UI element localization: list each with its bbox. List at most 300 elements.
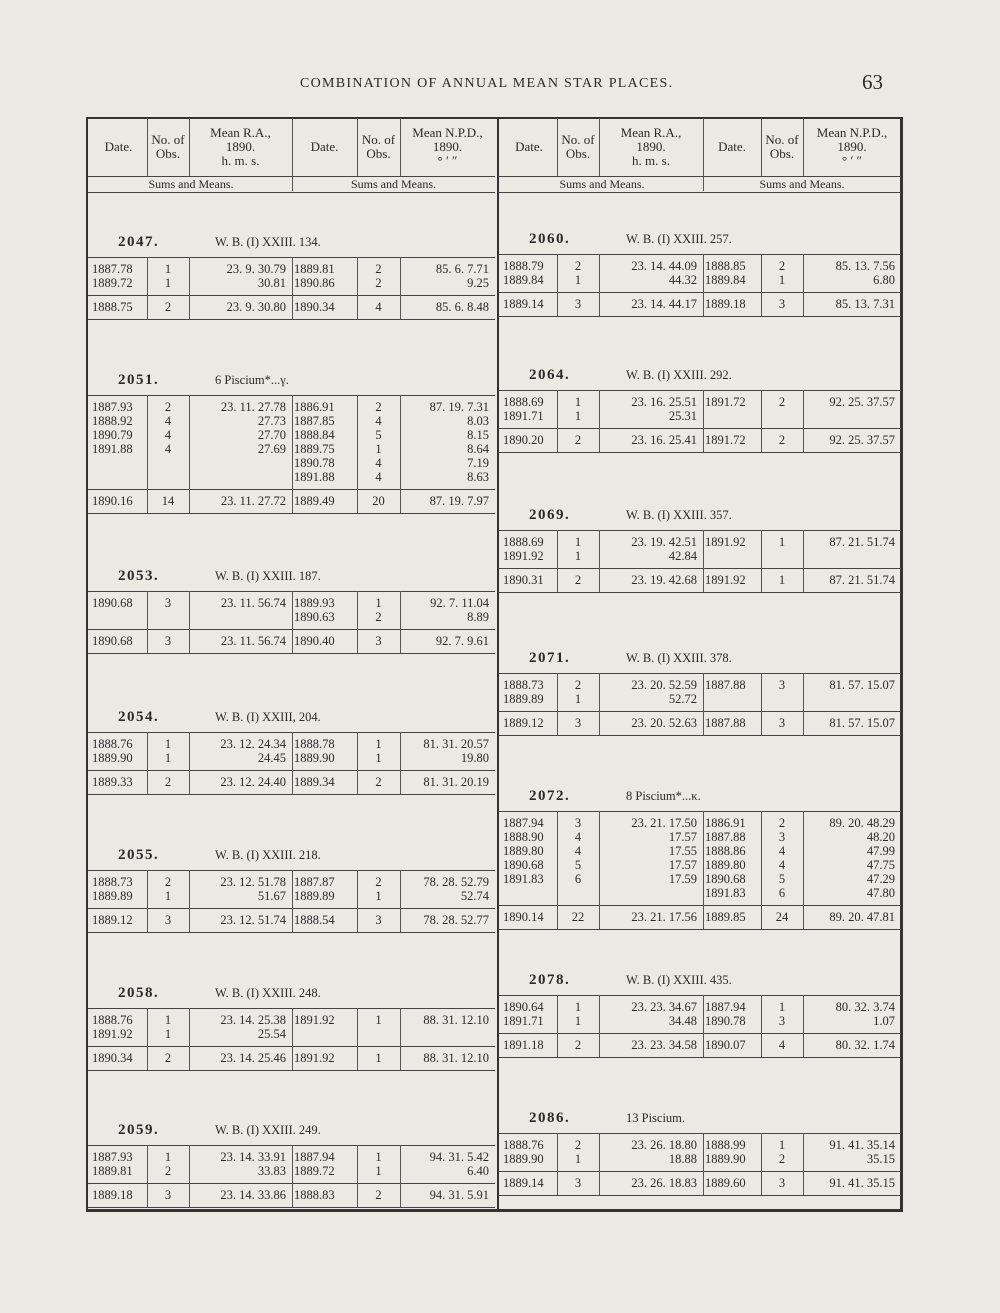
npd-row-obs: 4	[375, 414, 382, 428]
ra-mean-value: 23. 21. 17.56	[631, 910, 697, 924]
ra-mean-obs: 3	[164, 634, 172, 648]
right-mean-ra-header	[599, 118, 703, 176]
ra-mean-date: 1890.68	[92, 634, 133, 648]
npd-mean-value: 87. 21. 51.74	[829, 573, 895, 587]
npd-mean-date: 1888.54	[294, 913, 335, 927]
column-separator	[292, 257, 293, 319]
ra-row-obs: 1	[574, 549, 582, 563]
ra-row-date: 1889.72	[92, 276, 133, 290]
npd-row-obs: 4	[778, 858, 786, 872]
header-text: No. of	[361, 132, 396, 147]
column-separator	[703, 390, 704, 452]
header-separator	[147, 118, 148, 176]
header-separator	[599, 118, 600, 176]
ra-mean-value: 23. 9. 30.80	[226, 300, 286, 314]
header-text: 1890.	[636, 139, 666, 154]
header-text: ° ′ ″	[437, 153, 458, 168]
ra-row-date: 1887.94	[503, 816, 544, 830]
sums-separator	[703, 177, 704, 191]
entry-bottom-rule	[499, 1195, 901, 1196]
npd-row-date: 1886.91	[705, 816, 746, 830]
ra-mean-obs: 2	[574, 1038, 582, 1052]
sums-separator	[292, 177, 293, 191]
npd-row-obs: 3	[778, 678, 786, 692]
npd-mean-value: 92. 25. 37.57	[829, 433, 895, 447]
entry-top-rule	[499, 995, 901, 996]
ra-mean-date: 1888.75	[92, 300, 133, 314]
header-text: Mean N.P.D.,	[412, 125, 483, 140]
star-number: 2072.	[529, 788, 571, 804]
ra-mean-obs: 3	[574, 716, 582, 730]
npd-row-obs: 5	[375, 428, 382, 442]
ra-row-obs: 1	[164, 276, 172, 290]
ra-mean-date: 1890.31	[503, 573, 544, 587]
npd-row-date: 1889.90	[294, 751, 335, 765]
ra-row-value: 23. 16. 25.51	[631, 395, 697, 409]
npd-row-value: 6.80	[873, 273, 895, 287]
ra-row-date: 1891.71	[503, 409, 544, 423]
npd-row-date: 1886.91	[294, 400, 335, 414]
star-number: 2064.	[529, 367, 571, 383]
npd-mean-obs: 1	[778, 573, 786, 587]
ra-mean-value: 23. 23. 34.58	[631, 1038, 697, 1052]
npd-row-obs: 2	[778, 259, 786, 273]
ra-row-obs: 1	[164, 889, 172, 903]
npd-mean-date: 1891.92	[705, 573, 746, 587]
right-obs-header	[761, 118, 803, 176]
header-text: Obs.	[366, 146, 391, 161]
entry-bottom-rule	[88, 1207, 495, 1208]
ra-row-value: 23. 12. 24.34	[220, 737, 286, 751]
ra-row-date: 1890.68	[92, 596, 133, 610]
npd-mean-obs: 3	[375, 913, 382, 927]
npd-mean-obs: 1	[375, 1051, 382, 1065]
header-text: 1890.	[432, 139, 463, 154]
ra-mean-obs: 2	[164, 1051, 172, 1065]
npd-mean-value: 94. 31. 5.91	[429, 1188, 489, 1202]
npd-row-date: 1891.72	[705, 395, 746, 409]
ra-mean-obs: 3	[164, 913, 172, 927]
npd-row-obs: 4	[778, 844, 786, 858]
ra-row-value: 30.81	[257, 276, 286, 290]
npd-mean-obs: 3	[778, 1176, 786, 1190]
npd-row-date: 1891.88	[294, 470, 335, 484]
star-heading	[118, 566, 321, 586]
left-mean-npd-header	[400, 118, 495, 176]
column-separator	[703, 995, 704, 1057]
star-catalogue-ref: W. B. (I) XXIII. 257.	[626, 232, 732, 246]
ra-row-obs: 1	[574, 273, 582, 287]
npd-row-value: 8.89	[467, 610, 489, 624]
star-number: 2060.	[529, 231, 571, 247]
npd-row-date: 1889.81	[294, 262, 335, 276]
ra-mean-obs: 3	[574, 297, 582, 311]
star-catalogue-ref: W. B. (I) XXIII. 378.	[626, 651, 732, 665]
running-title: COMBINATION OF ANNUAL MEAN STAR PLACES.	[300, 76, 674, 91]
header-text: No. of	[561, 132, 595, 147]
npd-mean-date: 1888.83	[294, 1188, 335, 1202]
ra-row-date: 1887.78	[92, 262, 133, 276]
npd-row-value: 8.64	[467, 442, 489, 456]
header-separator	[703, 118, 704, 176]
right-date-header	[703, 118, 761, 176]
star-catalogue-ref: W. B. (I) XXIII. 248.	[215, 986, 321, 1000]
npd-row-date: 1890.78	[705, 1014, 746, 1028]
entry-top-rule	[499, 1133, 901, 1134]
npd-row-obs: 2	[375, 400, 382, 414]
header-text: 1890.	[837, 139, 867, 154]
star-catalogue-ref: W. B. (I) XXIII. 435.	[626, 973, 732, 987]
star-heading	[118, 370, 289, 390]
npd-row-obs: 1	[375, 889, 382, 903]
ra-row-date: 1887.93	[92, 1150, 133, 1164]
star-number: 2078.	[529, 972, 571, 988]
npd-row-obs: 2	[778, 395, 786, 409]
npd-row-value: 81. 57. 15.07	[829, 678, 895, 692]
left-date-header	[292, 118, 357, 176]
npd-row-value: 92. 7. 11.04	[430, 596, 489, 610]
ra-mean-date: 1891.18	[503, 1038, 544, 1052]
ra-row-date: 1888.92	[92, 414, 133, 428]
npd-row-obs: 1	[778, 1000, 786, 1014]
star-number: 2086.	[529, 1110, 571, 1126]
ra-row-date: 1889.81	[92, 1164, 133, 1178]
ra-mean-value: 23. 14. 33.86	[220, 1188, 286, 1202]
npd-row-date: 1887.94	[705, 1000, 746, 1014]
entry-bottom-rule	[499, 592, 901, 593]
npd-row-date: 1888.85	[705, 259, 746, 273]
ra-row-obs: 2	[164, 400, 172, 414]
npd-row-obs: 1	[778, 1138, 786, 1152]
star-catalogue-ref: 6 Piscium*...γ.	[215, 373, 289, 387]
npd-row-date: 1888.99	[705, 1138, 746, 1152]
npd-row-obs: 2	[778, 1152, 786, 1166]
npd-mean-value: 85. 13. 7.31	[835, 297, 895, 311]
npd-row-obs: 2	[778, 816, 786, 830]
npd-row-value: 47.75	[866, 858, 895, 872]
sum-rule	[499, 711, 901, 712]
entry-top-rule	[499, 811, 901, 812]
ra-row-value: 25.31	[668, 409, 697, 423]
npd-row-date: 1888.86	[705, 844, 746, 858]
npd-row-obs: 1	[375, 1150, 382, 1164]
ra-mean-date: 1890.14	[503, 910, 544, 924]
npd-mean-value: 81. 57. 15.07	[829, 716, 895, 730]
entry-bottom-rule	[88, 1070, 495, 1071]
npd-row-date: 1889.90	[705, 1152, 746, 1166]
ra-mean-obs: 2	[164, 775, 172, 789]
npd-mean-value: 87. 19. 7.97	[429, 494, 489, 508]
star-heading	[118, 707, 321, 727]
left-sums-ra: Sums and Means.	[148, 177, 234, 191]
ra-mean-date: 1889.14	[503, 1176, 544, 1190]
ra-row-obs: 2	[574, 259, 582, 273]
ra-row-obs: 4	[574, 830, 582, 844]
column-separator	[703, 254, 704, 316]
npd-row-obs: 1	[375, 737, 382, 751]
ra-row-obs: 1	[574, 1000, 582, 1014]
ra-row-obs: 1	[164, 737, 172, 751]
column-separator	[292, 870, 293, 932]
ra-row-date: 1889.84	[503, 273, 544, 287]
npd-row-obs: 1	[375, 1164, 382, 1178]
ra-row-value: 23. 19. 42.51	[631, 535, 697, 549]
entry-bottom-rule	[499, 452, 901, 453]
npd-row-obs: 1	[778, 535, 786, 549]
header-text: Obs.	[769, 146, 795, 161]
ra-row-obs: 4	[164, 414, 172, 428]
ra-mean-value: 23. 19. 42.68	[631, 573, 697, 587]
left-mean-ra-header	[189, 118, 292, 176]
star-heading	[529, 648, 732, 668]
header-separator	[189, 118, 190, 176]
ra-row-date: 1889.90	[92, 751, 133, 765]
npd-mean-obs: 24	[775, 910, 789, 924]
column-separator	[703, 530, 704, 592]
ra-mean-value: 23. 12. 51.74	[220, 913, 286, 927]
ra-row-obs: 4	[574, 844, 582, 858]
sums-rule	[499, 192, 901, 193]
npd-row-date: 1890.78	[294, 456, 335, 470]
ra-mean-date: 1889.14	[503, 297, 544, 311]
sum-rule	[499, 1171, 901, 1172]
npd-mean-value: 92. 7. 9.61	[435, 634, 489, 648]
npd-row-value: 6.40	[467, 1164, 489, 1178]
star-catalogue-ref: W. B. (I) XXIII. 187.	[215, 569, 321, 583]
npd-row-date: 1891.92	[294, 1013, 335, 1027]
npd-row-date: 1888.84	[294, 428, 335, 442]
entry-bottom-rule	[88, 653, 495, 654]
npd-mean-date: 1889.18	[705, 297, 746, 311]
header-text: No. of	[151, 132, 185, 147]
header-separator	[357, 118, 358, 176]
npd-row-value: 78. 28. 52.79	[423, 875, 489, 889]
star-heading	[529, 505, 732, 525]
star-heading	[118, 845, 321, 865]
npd-mean-date: 1891.72	[705, 433, 746, 447]
ra-mean-date: 1889.12	[503, 716, 544, 730]
npd-row-value: 47.29	[866, 872, 895, 886]
header-text: Obs.	[155, 146, 181, 161]
ra-row-value: 44.32	[668, 273, 697, 287]
ra-row-date: 1890.68	[503, 858, 544, 872]
ra-row-value: 23. 14. 25.38	[220, 1013, 286, 1027]
left-date-header	[90, 118, 147, 176]
npd-row-date: 1887.94	[294, 1150, 335, 1164]
ra-row-value: 52.72	[668, 692, 697, 706]
header-text: Date.	[104, 139, 133, 154]
ra-row-date: 1890.79	[92, 428, 133, 442]
ra-row-date: 1888.69	[503, 535, 544, 549]
right-sums-npd: Sums and Means.	[759, 177, 845, 191]
npd-row-value: 91. 41. 35.14	[829, 1138, 895, 1152]
ra-mean-value: 23. 26. 18.83	[631, 1176, 697, 1190]
entry-bottom-rule	[499, 735, 901, 736]
left-sums-npd: Sums and Means.	[351, 177, 436, 191]
npd-row-date: 1887.85	[294, 414, 335, 428]
npd-row-date: 1889.72	[294, 1164, 335, 1178]
npd-row-obs: 2	[375, 262, 382, 276]
header-text: h. m. s.	[632, 153, 670, 168]
sum-rule	[499, 568, 901, 569]
npd-mean-obs: 4	[778, 1038, 786, 1052]
npd-row-date: 1887.88	[705, 678, 746, 692]
star-catalogue-ref: W. B. (I) XXIII. 134.	[215, 235, 321, 249]
npd-row-value: 85. 6. 7.71	[435, 262, 489, 276]
star-heading	[118, 983, 321, 1003]
header-text: Mean N.P.D.,	[816, 125, 888, 140]
sum-rule	[499, 292, 901, 293]
npd-mean-obs: 2	[778, 433, 786, 447]
ra-row-obs: 2	[164, 875, 172, 889]
header-text: Date.	[718, 139, 746, 154]
star-catalogue-ref: W. B. (I) XXIII. 249.	[215, 1123, 321, 1137]
ra-row-date: 1888.90	[503, 830, 544, 844]
ra-row-obs: 1	[574, 1152, 582, 1166]
ra-mean-date: 1889.33	[92, 775, 133, 789]
ra-row-value: 42.84	[668, 549, 697, 563]
ra-mean-value: 23. 20. 52.63	[631, 716, 697, 730]
ra-row-obs: 1	[164, 1013, 172, 1027]
ra-row-obs: 3	[574, 816, 582, 830]
npd-row-date: 1890.63	[294, 610, 335, 624]
star-number: 2051.	[118, 372, 160, 388]
header-text: h. m. s.	[221, 153, 260, 168]
ra-row-obs: 1	[574, 535, 582, 549]
ra-mean-value: 23. 16. 25.41	[631, 433, 697, 447]
npd-row-obs: 3	[778, 830, 786, 844]
npd-mean-value: 80. 32. 1.74	[835, 1038, 895, 1052]
npd-row-obs: 1	[375, 596, 382, 610]
npd-row-obs: 2	[375, 276, 382, 290]
npd-mean-date: 1889.34	[294, 775, 335, 789]
ra-mean-value: 23. 12. 24.40	[220, 775, 286, 789]
column-separator	[292, 395, 293, 513]
sums-rule	[88, 192, 495, 193]
ra-row-obs: 2	[164, 1164, 172, 1178]
npd-mean-obs: 3	[778, 716, 786, 730]
npd-row-obs: 1	[778, 273, 786, 287]
ra-mean-value: 23. 11. 27.72	[220, 494, 286, 508]
header-text: Date.	[515, 139, 543, 154]
column-separator	[292, 591, 293, 653]
header-text: Obs.	[565, 146, 591, 161]
ra-row-value: 51.67	[257, 889, 286, 903]
header-separator	[761, 118, 762, 176]
ra-row-value: 18.88	[668, 1152, 697, 1166]
npd-mean-obs: 3	[375, 634, 382, 648]
ra-row-value: 23. 26. 18.80	[631, 1138, 697, 1152]
column-separator	[292, 732, 293, 794]
ra-row-value: 34.48	[668, 1014, 697, 1028]
entry-bottom-rule	[88, 932, 495, 933]
ra-row-obs: 1	[164, 1027, 172, 1041]
npd-mean-value: 91. 41. 35.15	[829, 1176, 895, 1190]
column-separator	[292, 1008, 293, 1070]
header-text: ° ′ ″	[842, 153, 862, 168]
ra-row-value: 17.55	[668, 844, 697, 858]
ra-row-date: 1891.92	[503, 549, 544, 563]
ra-row-value: 23. 14. 33.91	[220, 1150, 286, 1164]
star-number: 2059.	[118, 1122, 160, 1138]
ra-mean-obs: 2	[574, 433, 582, 447]
sum-rule	[499, 905, 901, 906]
star-catalogue-ref: W. B. (I) XXIII. 292.	[626, 368, 732, 382]
star-catalogue-ref: W. B. (I) XXIII. 218.	[215, 848, 321, 862]
entry-bottom-rule	[499, 929, 901, 930]
column-separator	[703, 673, 704, 735]
ra-row-obs: 2	[574, 678, 582, 692]
npd-row-value: 8.63	[467, 470, 489, 484]
npd-row-date: 1891.83	[705, 886, 746, 900]
star-heading	[529, 365, 732, 385]
ra-row-obs: 5	[574, 858, 582, 872]
npd-mean-date: 1887.88	[705, 716, 746, 730]
ra-row-obs: 2	[574, 1138, 582, 1152]
ra-row-value: 17.59	[668, 872, 697, 886]
left-obs-header	[147, 118, 189, 176]
ra-row-date: 1889.80	[503, 844, 544, 858]
npd-mean-date: 1890.07	[705, 1038, 746, 1052]
ra-row-value: 23. 23. 34.67	[631, 1000, 697, 1014]
npd-row-value: 85. 13. 7.56	[835, 259, 895, 273]
npd-row-value: 88. 31. 12.10	[423, 1013, 489, 1027]
star-catalogue-ref: W. B. (I) XXIII. 357.	[626, 508, 732, 522]
star-catalogue-ref: 8 Piscium*...κ.	[626, 789, 701, 803]
npd-row-value: 48.20	[866, 830, 895, 844]
ra-mean-date: 1890.16	[92, 494, 133, 508]
header-separator	[400, 118, 401, 176]
ra-row-value: 27.73	[257, 414, 286, 428]
star-number: 2069.	[529, 507, 571, 523]
npd-row-date: 1888.78	[294, 737, 335, 751]
entry-top-rule	[499, 530, 901, 531]
ra-row-date: 1888.69	[503, 395, 544, 409]
sum-rule	[499, 1033, 901, 1034]
right-date-header	[501, 118, 557, 176]
ra-row-obs: 1	[574, 395, 582, 409]
npd-row-value: 87. 21. 51.74	[829, 535, 895, 549]
npd-row-value: 92. 25. 37.57	[829, 395, 895, 409]
npd-row-value: 47.99	[866, 844, 895, 858]
table-center-divider	[497, 117, 499, 1212]
npd-row-date: 1889.75	[294, 442, 335, 456]
star-number: 2047.	[118, 234, 160, 250]
column-separator	[703, 811, 704, 929]
ra-mean-date: 1889.12	[92, 913, 133, 927]
ra-row-date: 1891.83	[503, 872, 544, 886]
ra-row-obs: 1	[574, 692, 582, 706]
star-number: 2055.	[118, 847, 160, 863]
header-text: Mean R.A.,	[210, 125, 271, 140]
star-number: 2053.	[118, 568, 160, 584]
npd-mean-value: 81. 31. 20.19	[423, 775, 489, 789]
npd-row-date: 1887.88	[705, 830, 746, 844]
npd-row-obs: 5	[778, 872, 786, 886]
entry-top-rule	[499, 673, 901, 674]
star-heading	[529, 229, 732, 249]
ra-row-value: 33.83	[257, 1164, 286, 1178]
ra-row-obs: 4	[164, 442, 172, 456]
npd-mean-date: 1889.49	[294, 494, 335, 508]
star-catalogue-ref: W. B. (I) XXIII, 204.	[215, 710, 321, 724]
star-heading	[529, 1108, 685, 1128]
npd-row-date: 1887.87	[294, 875, 335, 889]
ra-row-obs: 1	[164, 751, 172, 765]
npd-mean-obs: 2	[375, 1188, 382, 1202]
npd-row-value: 9.25	[467, 276, 489, 290]
npd-row-value: 94. 31. 5.42	[429, 1150, 489, 1164]
